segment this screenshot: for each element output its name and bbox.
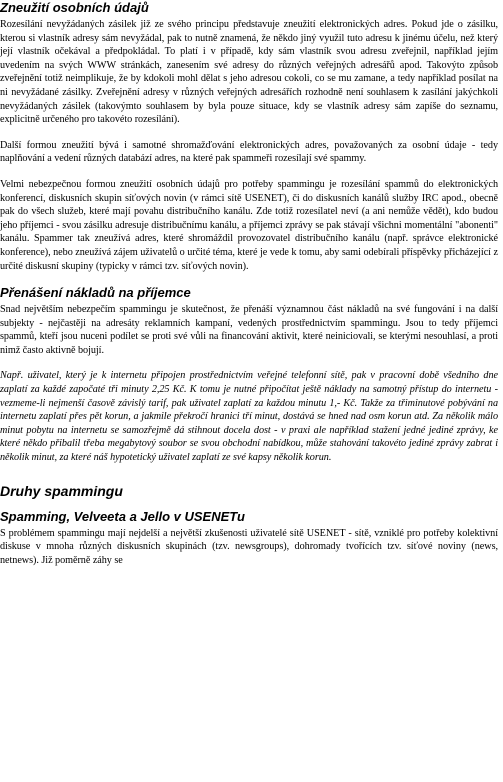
paragraph: Velmi nebezpečnou formou zneužití osobních údajů pro potřeby spammingu je rozesílání spammů do elektronických konferencí, diskusních skupin síťových novin (v rámci sítě USENET), či do diskusních kanálů služby IRC apod., obecně pak do všech služeb, které mají povahu distribučního kanálu. Zde totiž rozesílatel neví (a ani nemůže vědět), kdo budou jeho příjemci - svou zásilku adresuje distribučnímu kanálu, a příjemci zprávy se pak stávají všichni momentální "abonenti" kanálu. Spammer tak zneužívá adres, které shromáždil provozovatel distribučního kanálu (např. správce elektronické konference), nebo zneužívá zájem uživatelů o určité téma, které je vede k tomu, aby sami odebírali příspěvky přicházející z určité diskusní skupiny (typicky v rámci tzv. síťových novin). xyxy=(0,178,498,272)
paragraph: Rozesílání nevyžádaných zásilek již ze svého principu představuje zneužití elektronických adres. Pokud jde o zásilku, kterou si vlastník adresy sám nevyžádal, pak to nutně znamená, že někdo jiný využil tuto adresu k jinému účelu, než který její vlastník očekával a předpokládal. To platí i v případě, kdy sám vlastník svou adresu zveřejnil, například jejím uvedením na svých WWW stránkách, zanesením své adresy do různých veřejných adresářů apod. Takovýto způsob zveřejnění totiž neimplikuje, že by kdokoli mohl dělat s jeho adresou cokoli, co se mu zamane, a tedy například posílat na ni nevyžádané zásilky. Zveřejnění adresy v různých veřejných adresářích rozhodně není souhlasem k zasílání jakýchkoli nevyžádaných zásilek (takovýmto souhlasem by byla pouze situace, kdy se vlastník adresy sám zapíše do seznamu, explicitně určeného pro takovéto rozesílání). xyxy=(0,19,498,126)
paragraph: S problémem spammingu mají nejdelší a největší zkušenosti uživatelé sítě USENET - sítě, vzniklé pro potřeby kolektivní diskuse v mnoha různých diskusních skupinách (tzv. newsgroups), dohromady tvořících tzv. síťové noviny (news, netnews). Již poměrně záhy se xyxy=(0,527,498,566)
section-heading-spamming-types: Druhy spammingu xyxy=(0,482,123,499)
paragraph: Snad největším nebezpečím spammingu je skutečnost, že přenáší významnou část nákladů na své fungování i na další subjekty - nejčastěji na adresáty reklamních kampaní, vedených prostřednictvím spammingu. Jsou to tedy příjemci spammů, kteří jsou nuceni podílet se proti své vůli na financování aktivit, které neiniciovali, se kterými nesouhlasí, a proti nimž často aktivně bojují. xyxy=(0,304,498,356)
italic-note-paragraph: Např. uživatel, který je k internetu připojen prostřednictvím veřejné telefonní sítě, pak v pracovní době všedního dne zaplatí za každé započaté tři minuty 2,25 Kč. K tomu je nutné připočítat ještě náklady na samotný přístup do internetu - vezmeme-li nejmenší časově závislý tarif, pak uživatel zaplatí za každou minutu 1,- Kč. Takže za třiminutové pobývání na internetu zaplatí přes pět korun, a jakmile překročí hranici tří minut, dostává se hned nad osm korun atd. Za několik málo minut pobytu na internetu se samozřejmě dá stihnout docela dost - v praxi ale například stažení jedné jediné zprávy, ke které někdo přibalil třeba megabytový soubor se svou obchodní nabídkou, může stahování takovéto jediné zprávy zabrat i několik minut, za které náš hypotetický uživatel zaplatí ze své kapsy několik korun. xyxy=(0,370,498,464)
section-heading-cost-transfer: Přenášení nákladů na příjemce xyxy=(0,285,191,301)
section-heading-personal-data: Zneužití osobních údajů xyxy=(0,0,149,15)
section-heading-usenet: Spamming, Velveeta a Jello v USENETu xyxy=(0,508,245,524)
paragraph: Další formou zneužití bývá i samotné shromažďování elektronických adres, považovaných za osobní údaje - tedy naplňování a vedení různých databází adres, na které pak spammeři rozesílají své spammy. xyxy=(0,139,498,165)
